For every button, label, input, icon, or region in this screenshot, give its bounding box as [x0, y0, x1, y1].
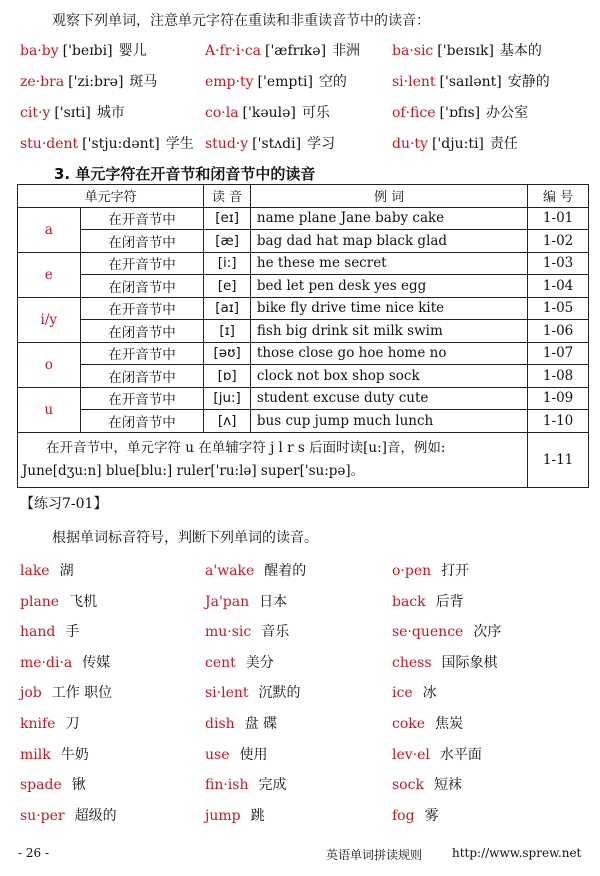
examples-cell: bike fly drive time nice kite	[250, 297, 527, 320]
word: Ja'pan	[205, 593, 250, 610]
word: plane	[20, 593, 60, 610]
word: co·la	[205, 105, 239, 121]
syllable-type-cell: 在闭音节中	[80, 275, 204, 298]
examples-cell: fish big drink sit milk swim	[250, 320, 527, 343]
translation: 焦炭	[435, 716, 464, 732]
word-entry	[20, 40, 147, 60]
translation: 冰	[422, 685, 437, 702]
word: emp·ty	[205, 74, 254, 90]
ipa-cell: [ju:]	[204, 387, 251, 410]
syllable-type-cell: 在开音节中	[80, 207, 204, 230]
vowel-cell: e	[18, 252, 81, 297]
vowel-rules-table	[17, 184, 589, 488]
ipa: ['stʌdi]	[252, 136, 302, 152]
word-entry	[20, 71, 157, 91]
ipa: ['æfrɪkə]	[265, 43, 327, 59]
ipa-cell: [aɪ]	[204, 297, 251, 320]
translation: 婴儿	[118, 43, 147, 59]
word: spade	[20, 777, 62, 794]
exercise-word	[392, 621, 501, 641]
word: si·lent	[205, 685, 249, 702]
translation: 飞机	[69, 593, 98, 610]
exercise-word	[392, 682, 437, 702]
table-note	[18, 432, 528, 487]
exercise-word	[205, 621, 289, 641]
exercise-word	[20, 744, 89, 764]
ipa-cell: [ɪ]	[204, 320, 251, 343]
examples-cell: clock not box shop sock	[250, 365, 527, 388]
word: o·pen	[392, 563, 432, 579]
ipa: ['saɪlənt]	[439, 74, 502, 90]
translation: 手	[65, 624, 80, 641]
word: use	[205, 746, 230, 763]
word-entry	[205, 40, 360, 60]
header-pronunciation: 读 音	[204, 185, 251, 208]
translation: 盘 碟	[244, 716, 278, 732]
word: ice	[392, 685, 413, 702]
number-cell: 1-08	[528, 365, 589, 388]
word: ze·bra	[20, 74, 65, 90]
number-cell: 1-05	[528, 297, 589, 320]
word: fog	[392, 807, 415, 824]
exercise-word	[20, 713, 79, 733]
ipa-cell: [əʊ]	[204, 342, 251, 365]
note-line-2: June[dʒu:n] blue[blu:] ruler['ru:lə] super['su:pə]。	[22, 462, 365, 479]
exercise-word	[20, 682, 112, 702]
vowel-cell: a	[18, 207, 81, 252]
translation: 短袜	[433, 777, 462, 794]
footer-url[interactable]: http://www.sprew.net	[452, 846, 582, 860]
word: lake	[20, 563, 50, 579]
word: of·fice	[392, 105, 436, 121]
exercise-word	[20, 805, 117, 825]
word: ba·sic	[392, 43, 434, 59]
translation: 完成	[258, 777, 287, 794]
number-cell: 1-02	[528, 230, 589, 253]
word: fin·ish	[205, 777, 249, 794]
intro-text: 观察下列单词，注意单元字符在重读和非重读音节中的读音：	[52, 13, 430, 29]
exercise-word	[392, 713, 463, 733]
word: jump	[205, 807, 241, 824]
translation: 工作 职位	[51, 685, 113, 702]
word: back	[392, 593, 426, 610]
table-row	[18, 207, 589, 230]
ipa: ['ɒfɪs]	[439, 105, 481, 121]
examples-cell: bag dad hat map black glad	[250, 230, 527, 253]
number-cell: 1-06	[528, 320, 589, 343]
exercise-word	[205, 682, 301, 702]
word: stu·dent	[20, 136, 79, 152]
word: stud·y	[205, 136, 249, 152]
translation: 学习	[307, 136, 336, 152]
translation: 安静的	[507, 74, 550, 90]
translation: 责任	[489, 136, 518, 152]
word: chess	[392, 654, 432, 671]
translation: 传媒	[82, 654, 111, 671]
syllable-type-cell: 在闭音节中	[80, 320, 204, 343]
ipa-cell: [i:]	[204, 252, 251, 275]
exercise-word	[392, 591, 464, 611]
word-entry	[392, 133, 518, 153]
syllable-type-cell: 在开音节中	[80, 297, 204, 320]
exercise-title: 【练习7-01】	[20, 496, 108, 512]
table-row	[18, 252, 589, 275]
ipa-cell: [ʌ]	[204, 410, 251, 433]
header-vowel: 单元字符	[18, 185, 204, 208]
exercise-word	[20, 774, 86, 794]
table-row	[18, 297, 589, 320]
ipa-cell: [e]	[204, 275, 251, 298]
table-row	[18, 342, 589, 365]
word: lev·el	[392, 746, 430, 763]
exercise-word	[205, 591, 287, 611]
page-number: - 26 -	[18, 846, 50, 860]
examples-cell: name plane Jane baby cake	[250, 207, 527, 230]
translation: 水平面	[439, 746, 482, 763]
translation: 跳	[250, 807, 265, 824]
note-line-1: 在开音节中，单元字符 u 在单辅字符 j l r s 后面时读[u:]音，例如:	[46, 439, 446, 456]
number-cell: 1-10	[528, 410, 589, 433]
exercise-word	[20, 621, 79, 641]
syllable-type-cell: 在闭音节中	[80, 230, 204, 253]
table-header-row	[18, 185, 589, 208]
table-row	[18, 275, 589, 298]
number-cell: 1-07	[528, 342, 589, 365]
ipa: ['dju:ti]	[431, 136, 484, 152]
word: a'wake	[205, 563, 255, 579]
word: sock	[392, 777, 424, 794]
examples-cell: student excuse duty cute	[250, 387, 527, 410]
word: su·per	[20, 807, 65, 824]
examples-cell: bed let pen desk yes egg	[250, 275, 527, 298]
exercise-word	[20, 560, 74, 580]
number-cell: 1-01	[528, 207, 589, 230]
exercise-word	[205, 560, 306, 580]
word-entry	[392, 71, 550, 91]
translation: 牛奶	[60, 746, 89, 763]
examples-cell: he these me secret	[250, 252, 527, 275]
word: cit·y	[20, 105, 51, 121]
word: coke	[392, 716, 426, 732]
exercise-word	[205, 744, 268, 764]
exercise-word	[392, 805, 439, 825]
header-number: 编 号	[528, 185, 589, 208]
ipa-cell: [eɪ]	[204, 207, 251, 230]
translation: 美分	[245, 654, 274, 671]
exercise-instruction: 根据单词标音符号，判断下列单词的读音。	[52, 530, 318, 546]
word: dish	[205, 716, 235, 732]
exercise-word	[205, 774, 286, 794]
syllable-type-cell: 在闭音节中	[80, 410, 204, 433]
translation: 国际象棋	[441, 654, 498, 671]
translation: 斑马	[129, 74, 158, 90]
translation: 非洲	[332, 43, 361, 59]
ipa-cell: [ɒ]	[204, 365, 251, 388]
vowel-cell: i/y	[18, 297, 81, 342]
word: knife	[20, 716, 56, 732]
syllable-type-cell: 在闭音节中	[80, 365, 204, 388]
word: A·fr·i·ca	[205, 43, 261, 59]
translation: 日本	[259, 593, 288, 610]
examples-cell: bus cup jump much lunch	[250, 410, 527, 433]
ipa: ['kəulə]	[242, 105, 296, 121]
translation: 学生	[165, 136, 194, 152]
word: du·ty	[392, 136, 428, 152]
vowel-cell: u	[18, 387, 81, 432]
exercise-word	[205, 713, 277, 733]
word-entry	[20, 133, 194, 153]
ipa: ['sɪti]	[54, 105, 91, 121]
word-entry	[20, 102, 125, 122]
ipa: ['empti]	[257, 74, 313, 90]
translation: 办公室	[486, 105, 529, 121]
header-examples: 例 词	[250, 185, 527, 208]
ipa: ['beɪsɪk]	[437, 43, 494, 59]
word: job	[20, 685, 42, 702]
translation: 可乐	[301, 105, 330, 121]
note-number: 1-11	[528, 432, 589, 487]
word: si·lent	[392, 74, 436, 90]
table-row	[18, 230, 589, 253]
word-entry	[205, 133, 335, 153]
translation: 音乐	[261, 624, 290, 641]
word: se·quence	[392, 624, 464, 641]
exercise-word	[392, 744, 482, 764]
word: ba·by	[20, 43, 59, 59]
exercise-word	[392, 652, 498, 672]
exercise-word	[392, 774, 462, 794]
exercise-word	[205, 652, 274, 672]
syllable-type-cell: 在开音节中	[80, 387, 204, 410]
exercise-word	[20, 591, 97, 611]
translation: 基本的	[499, 43, 542, 59]
word: hand	[20, 624, 56, 641]
table-row	[18, 365, 589, 388]
exercise-word	[20, 652, 110, 672]
vowel-cell: o	[18, 342, 81, 387]
translation: 锹	[71, 777, 86, 794]
ipa: ['stju:dənt]	[82, 136, 160, 152]
examples-cell: those close go hoe home no	[250, 342, 527, 365]
translation: 打开	[441, 563, 470, 579]
word: cent	[205, 654, 236, 671]
syllable-type-cell: 在开音节中	[80, 342, 204, 365]
ipa-cell: [æ]	[204, 230, 251, 253]
translation: 超级的	[74, 807, 117, 824]
translation: 刀	[65, 716, 80, 732]
section-heading: 3. 单元字符在开音节和闭音节中的读音	[54, 165, 316, 183]
translation: 城市	[96, 105, 125, 121]
exercise-word	[205, 805, 265, 825]
word-entry	[205, 71, 347, 91]
word: me·di·a	[20, 654, 73, 671]
number-cell: 1-03	[528, 252, 589, 275]
table-row	[18, 410, 589, 433]
translation: 使用	[239, 746, 268, 763]
table-row	[18, 387, 589, 410]
translation: 沉默的	[258, 685, 301, 702]
translation: 醒着的	[264, 563, 307, 579]
translation: 湖	[59, 563, 74, 579]
word-entry	[392, 40, 542, 60]
number-cell: 1-09	[528, 387, 589, 410]
ipa: ['zi:brə]	[68, 74, 124, 90]
exercise-word	[392, 560, 469, 580]
footer-title: 英语单词拼读规则	[326, 848, 423, 862]
word-entry	[392, 102, 528, 122]
translation: 雾	[424, 807, 439, 824]
table-row	[18, 320, 589, 343]
syllable-type-cell: 在开音节中	[80, 252, 204, 275]
translation: 次序	[473, 624, 502, 641]
word: milk	[20, 746, 51, 763]
word: mu·sic	[205, 624, 252, 641]
ipa: ['beɪbi]	[62, 43, 113, 59]
number-cell: 1-04	[528, 275, 589, 298]
translation: 空的	[318, 74, 347, 90]
table-note-row	[18, 432, 589, 487]
translation: 后背	[435, 593, 464, 610]
word-entry	[205, 102, 330, 122]
